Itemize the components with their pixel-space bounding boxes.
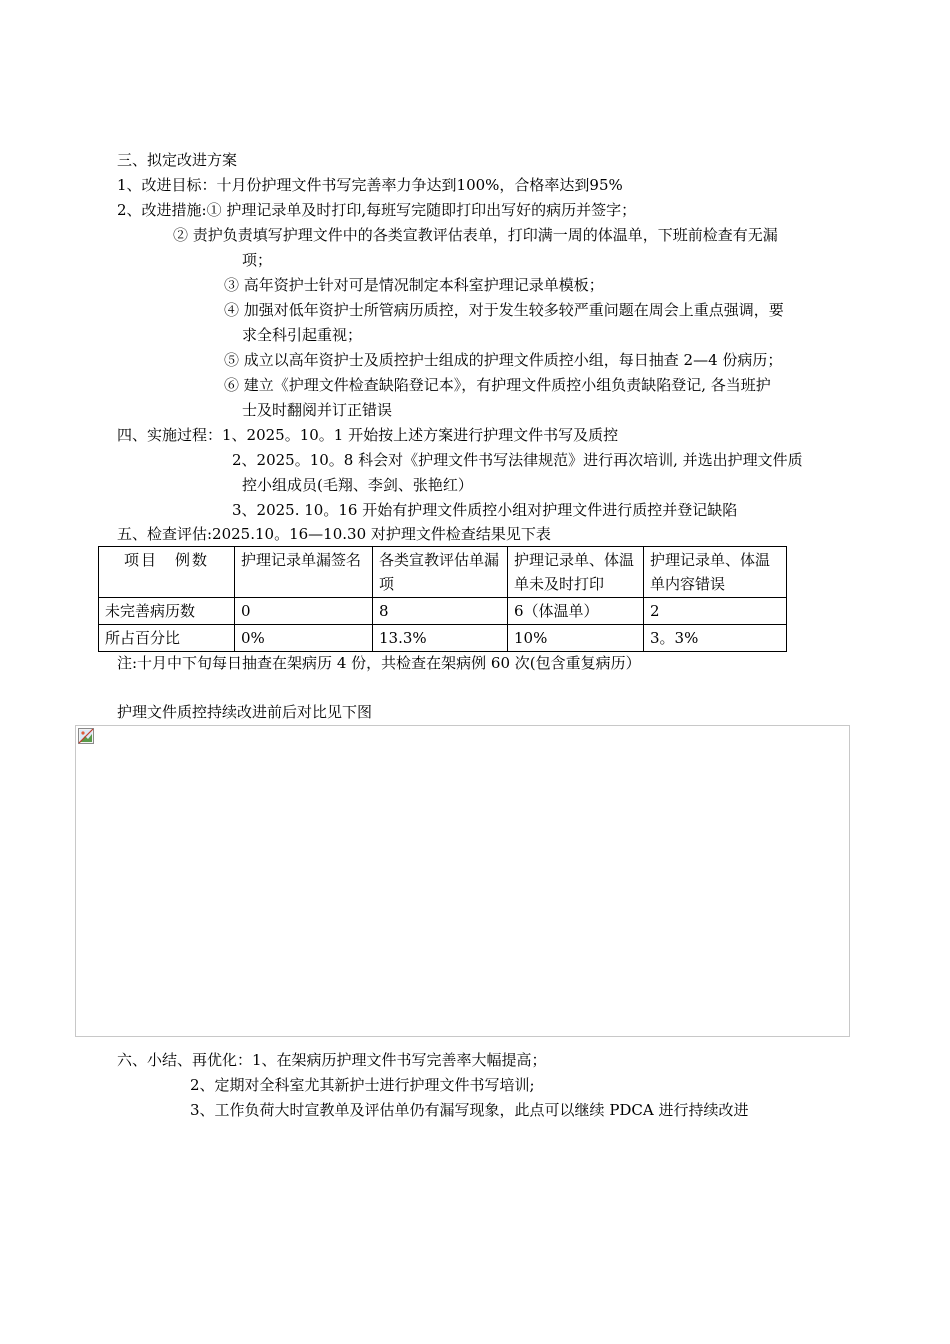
summary-line-2: 2、定期对全科室尤其新护士进行护理文件书写培训; xyxy=(190,1076,535,1094)
table-cell: 0% xyxy=(235,625,373,652)
measure-6-cont: 士及时翻阅并订正错误 xyxy=(242,401,393,419)
figure-caption: 护理文件质控持续改进前后对比见下图 xyxy=(117,703,373,721)
table-cell: 3。3% xyxy=(644,625,787,652)
implementation-step-1: 四、实施过程：1、2025。10。1 开始按上述方案进行护理文件书写及质控 xyxy=(117,426,619,444)
measure-5: ⑤ 成立以高年资护士及质控护士组成的护理文件质控小组，每日抽查 2—4 份病历； xyxy=(224,351,783,369)
measure-2-cont: 项； xyxy=(242,251,273,269)
table-header-cell: 各类宣教评估单漏项 xyxy=(373,547,508,598)
table-cell: 13.3% xyxy=(373,625,508,652)
table-cell: 0 xyxy=(235,598,373,625)
table-cell: 所占百分比 xyxy=(99,625,235,652)
evaluation-table xyxy=(98,546,787,652)
table-header-cell: 护理记录单、体温单未及时打印 xyxy=(508,547,644,598)
table-cell: 8 xyxy=(373,598,508,625)
implementation-step-2: 2、2025。10。8 科会对《护理文件书写法律规范》进行再次培训, 并选出护理文件质 xyxy=(232,451,803,469)
implementation-step-3: 3、2025. 10。16 开始有护理文件质控小组对护理文件进行质控并登记缺陷 xyxy=(232,501,738,519)
measure-2: ② 责护负责填写护理文件中的各类宣教评估表单，打印满一周的体温单，下班前检查有无漏 xyxy=(173,226,778,244)
implementation-step-2-cont: 控小组成员(毛翔、李剑、张艳红） xyxy=(242,476,473,494)
table-header-row xyxy=(99,547,787,598)
table-cell: 未完善病历数 xyxy=(99,598,235,625)
broken-image-icon xyxy=(78,728,94,744)
measure-4-cont: 求全科引起重视； xyxy=(242,326,363,344)
measure-6: ⑥ 建立《护理文件检查缺陷登记本》，有护理文件质控小组负责缺陷登记, 各当班护 xyxy=(224,376,771,394)
table-note: 注:十月中下旬每日抽查在架病历 4 份，共检查在架病例 60 次(包含重复病历） xyxy=(117,654,641,672)
table-header-cell: 护理记录单漏签名 xyxy=(235,547,373,598)
summary-line-1: 六、小结、再优化：1、在架病历护理文件书写完善率大幅提高； xyxy=(117,1051,547,1069)
table-cell: 2 xyxy=(644,598,787,625)
table-cell: 10% xyxy=(508,625,644,652)
table-header-cell: 项目 例数 xyxy=(99,547,235,598)
section-3-heading: 三、拟定改进方案 xyxy=(117,151,238,169)
measure-3: ③ 高年资护士针对可是情况制定本科室护理记录单模板； xyxy=(224,276,604,294)
table-cell: 6（体温单） xyxy=(508,598,644,625)
measure-4: ④ 加强对低年资护士所管病历质控，对于发生较多较严重问题在周会上重点强调，要 xyxy=(224,301,784,319)
table-row xyxy=(99,598,787,625)
table-row xyxy=(99,625,787,652)
measure-1: 2、改进措施:① 护理记录单及时打印,每班写完随即打印出写好的病历并签字； xyxy=(117,201,637,219)
table-header-cell: 护理记录单、体温单内容错误 xyxy=(644,547,787,598)
comparison-figure-placeholder xyxy=(75,725,850,1037)
section-5-heading: 五、检查评估:2025.10。16—10.30 对护理文件检查结果见下表 xyxy=(117,525,551,543)
improvement-goal: 1、改进目标：十月份护理文件书写完善率力争达到100%，合格率达到95% xyxy=(117,176,623,194)
summary-line-3: 3、工作负荷大时宣教单及评估单仍有漏写现象，此点可以继续 PDCA 进行持续改进 xyxy=(190,1101,749,1119)
